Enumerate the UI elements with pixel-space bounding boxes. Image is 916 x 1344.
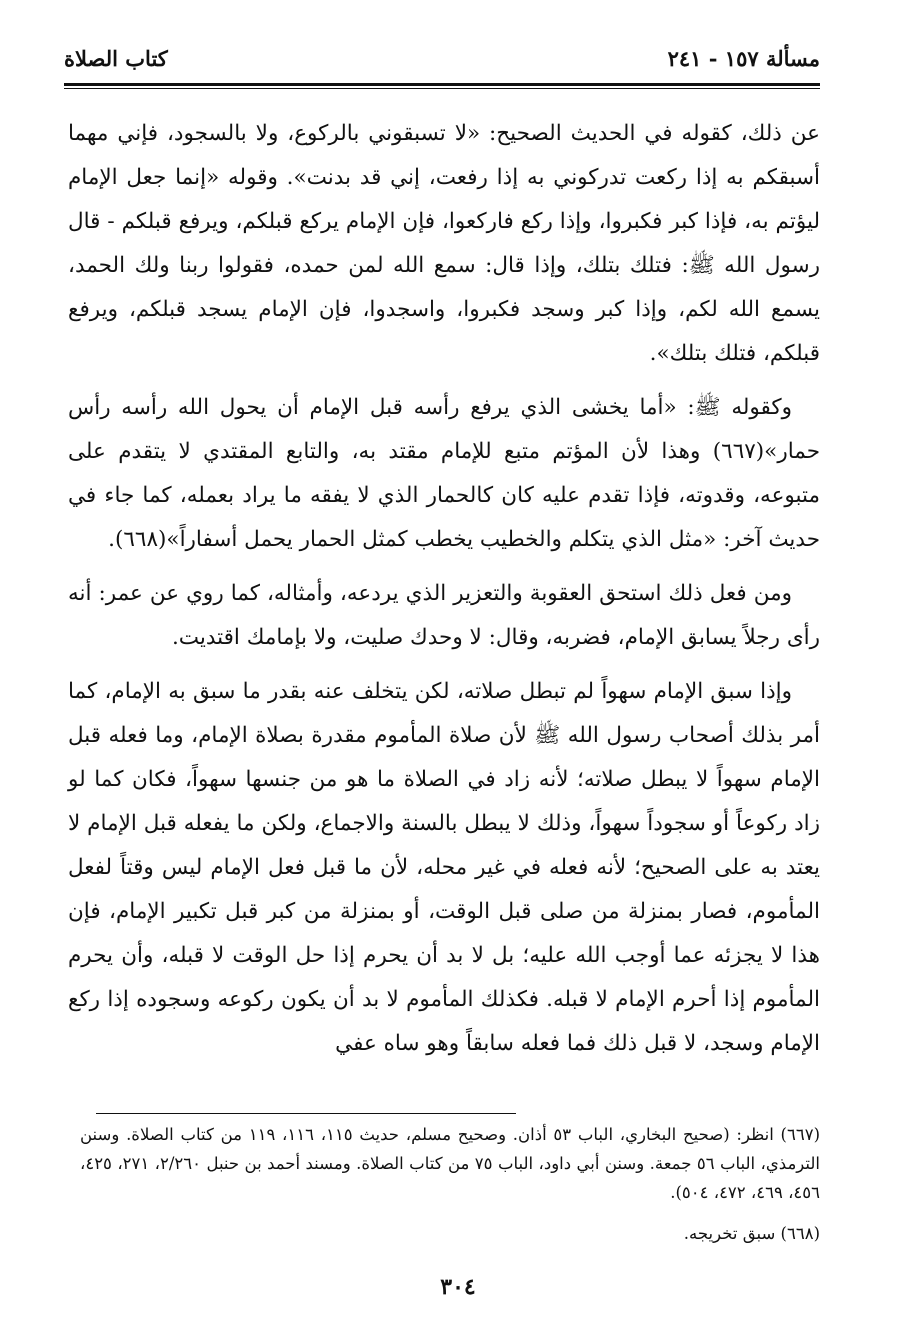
running-header — [64, 40, 820, 76]
page-number: ٣٠٤ — [440, 1274, 476, 1300]
book-title-label: كتاب الصلاة — [64, 45, 168, 71]
footnotes — [80, 1120, 820, 1260]
footnote-separator — [96, 1113, 516, 1114]
footnote: (٦٦٨) سبق تخريجه. — [683, 1224, 820, 1243]
main-text — [68, 112, 820, 1076]
header-rule-thin — [64, 88, 820, 89]
paragraph: ومن فعل ذلك استحق العقوبة والتعزير الذي يردعه، وأمثاله، كما روي عن عمر: أنه رأى رجلاً يسابق الإمام، فضربه، وقال: لا وحدك صليت، ولا بإمامك اقتديت. — [68, 581, 820, 650]
issue-number-label: مسألة ١٥٧ - ٢٤١ — [667, 45, 820, 71]
paragraph: وإذا سبق الإمام سهواً لم تبطل صلاته، لكن يتخلف عنه بقدر ما سبق به الإمام، كما أمر بذلك أصحاب رسول الله ﷺ لأن صلاة المأموم مقدرة بصلاة الإمام، وما فعله قبل الإمام سهواً لا يبطل صلاته؛ لأنه زاد في الصلاة ما هو من جنسها سهواً، فكان كما لو زاد ركوعاً أو سجوداً سهواً، وذلك لا يبطل بالسنة والاجماع، ولكن ما يفعله قبل الإمام لا يعتد به على الصحيح؛ لأنه فعله في غير محله، لأن ما قبل فعل الإمام ليس وقتاً لفعل المأموم، فصار بمنزلة من صلى قبل الوقت، أو بمنزلة من كبر قبل تكبير الإمام، فإن هذا لا يجزئه عما أوجب الله عليه؛ بل لا بد أن يحرم إذا حل الوقت لا قبله، وأن يحرم المأموم إذا أحرم الإمام لا قبله. فكذلك المأموم لا بد أن يكون ركوعه وسجوده إذا ركع الإمام وسجد، لا قبل ذلك فما فعله سابقاً وهو ساه عفي — [68, 679, 820, 1056]
header-rule-thick — [64, 83, 820, 86]
paragraph: عن ذلك، كقوله في الحديث الصحيح: «لا تسبقوني بالركوع، ولا بالسجود، فإني مهما أسبقكم به إذا ركعت تدركوني به إذا رفعت، إني قد بدنت». وقوله «إنما جعل الإمام ليؤتم به، فإذا كبر فكبروا، وإذا ركع فاركعوا، فإن الإمام يركع قبلكم، ويرفع قبلكم - قال رسول الله ﷺ: فتلك بتلك، وإذا قال: سمع الله لمن حمده، فقولوا ربنا ولك الحمد، يسمع الله لكم، وإذا كبر وسجد فكبروا، واسجدوا، فإن الإمام يسجد قبلكم، ويرفع قبلكم، فتلك بتلك». — [68, 121, 820, 366]
footnote: (٦٦٧) انظر: (صحيح البخاري، الباب ٥٣ أذان. وصحيح مسلم، حديث ١١٥، ١١٦، ١١٩ من كتاب الصلاة. وسنن الترمذي، الباب ٥٦ جمعة. وسنن أبي داود، الباب ٧٥ من كتاب الصلاة. ومسند أحمد بن حنبل ٢/٢٦٠، ٢٧١، ٤٢٥، ٤٥٦، ٤٦٩، ٤٧٢، ٥٠٤). — [80, 1125, 820, 1202]
paragraph: وكقوله ﷺ: «أما يخشى الذي يرفع رأسه قبل الإمام أن يحول الله رأسه رأس حمار»(٦٦٧) وهذا لأن المؤتم متبع للإمام مقتد به، والتابع المقتدي لا يتقدم على متبوعه، وقدوته، فإذا تقدم عليه كان كالحمار الذي لا يفقه ما يراد بعمله، كما جاء في حديث آخر: «مثل الذي يتكلم والخطيب يخطب كمثل الحمار يحمل أسفاراً»(٦٦٨). — [68, 395, 820, 552]
